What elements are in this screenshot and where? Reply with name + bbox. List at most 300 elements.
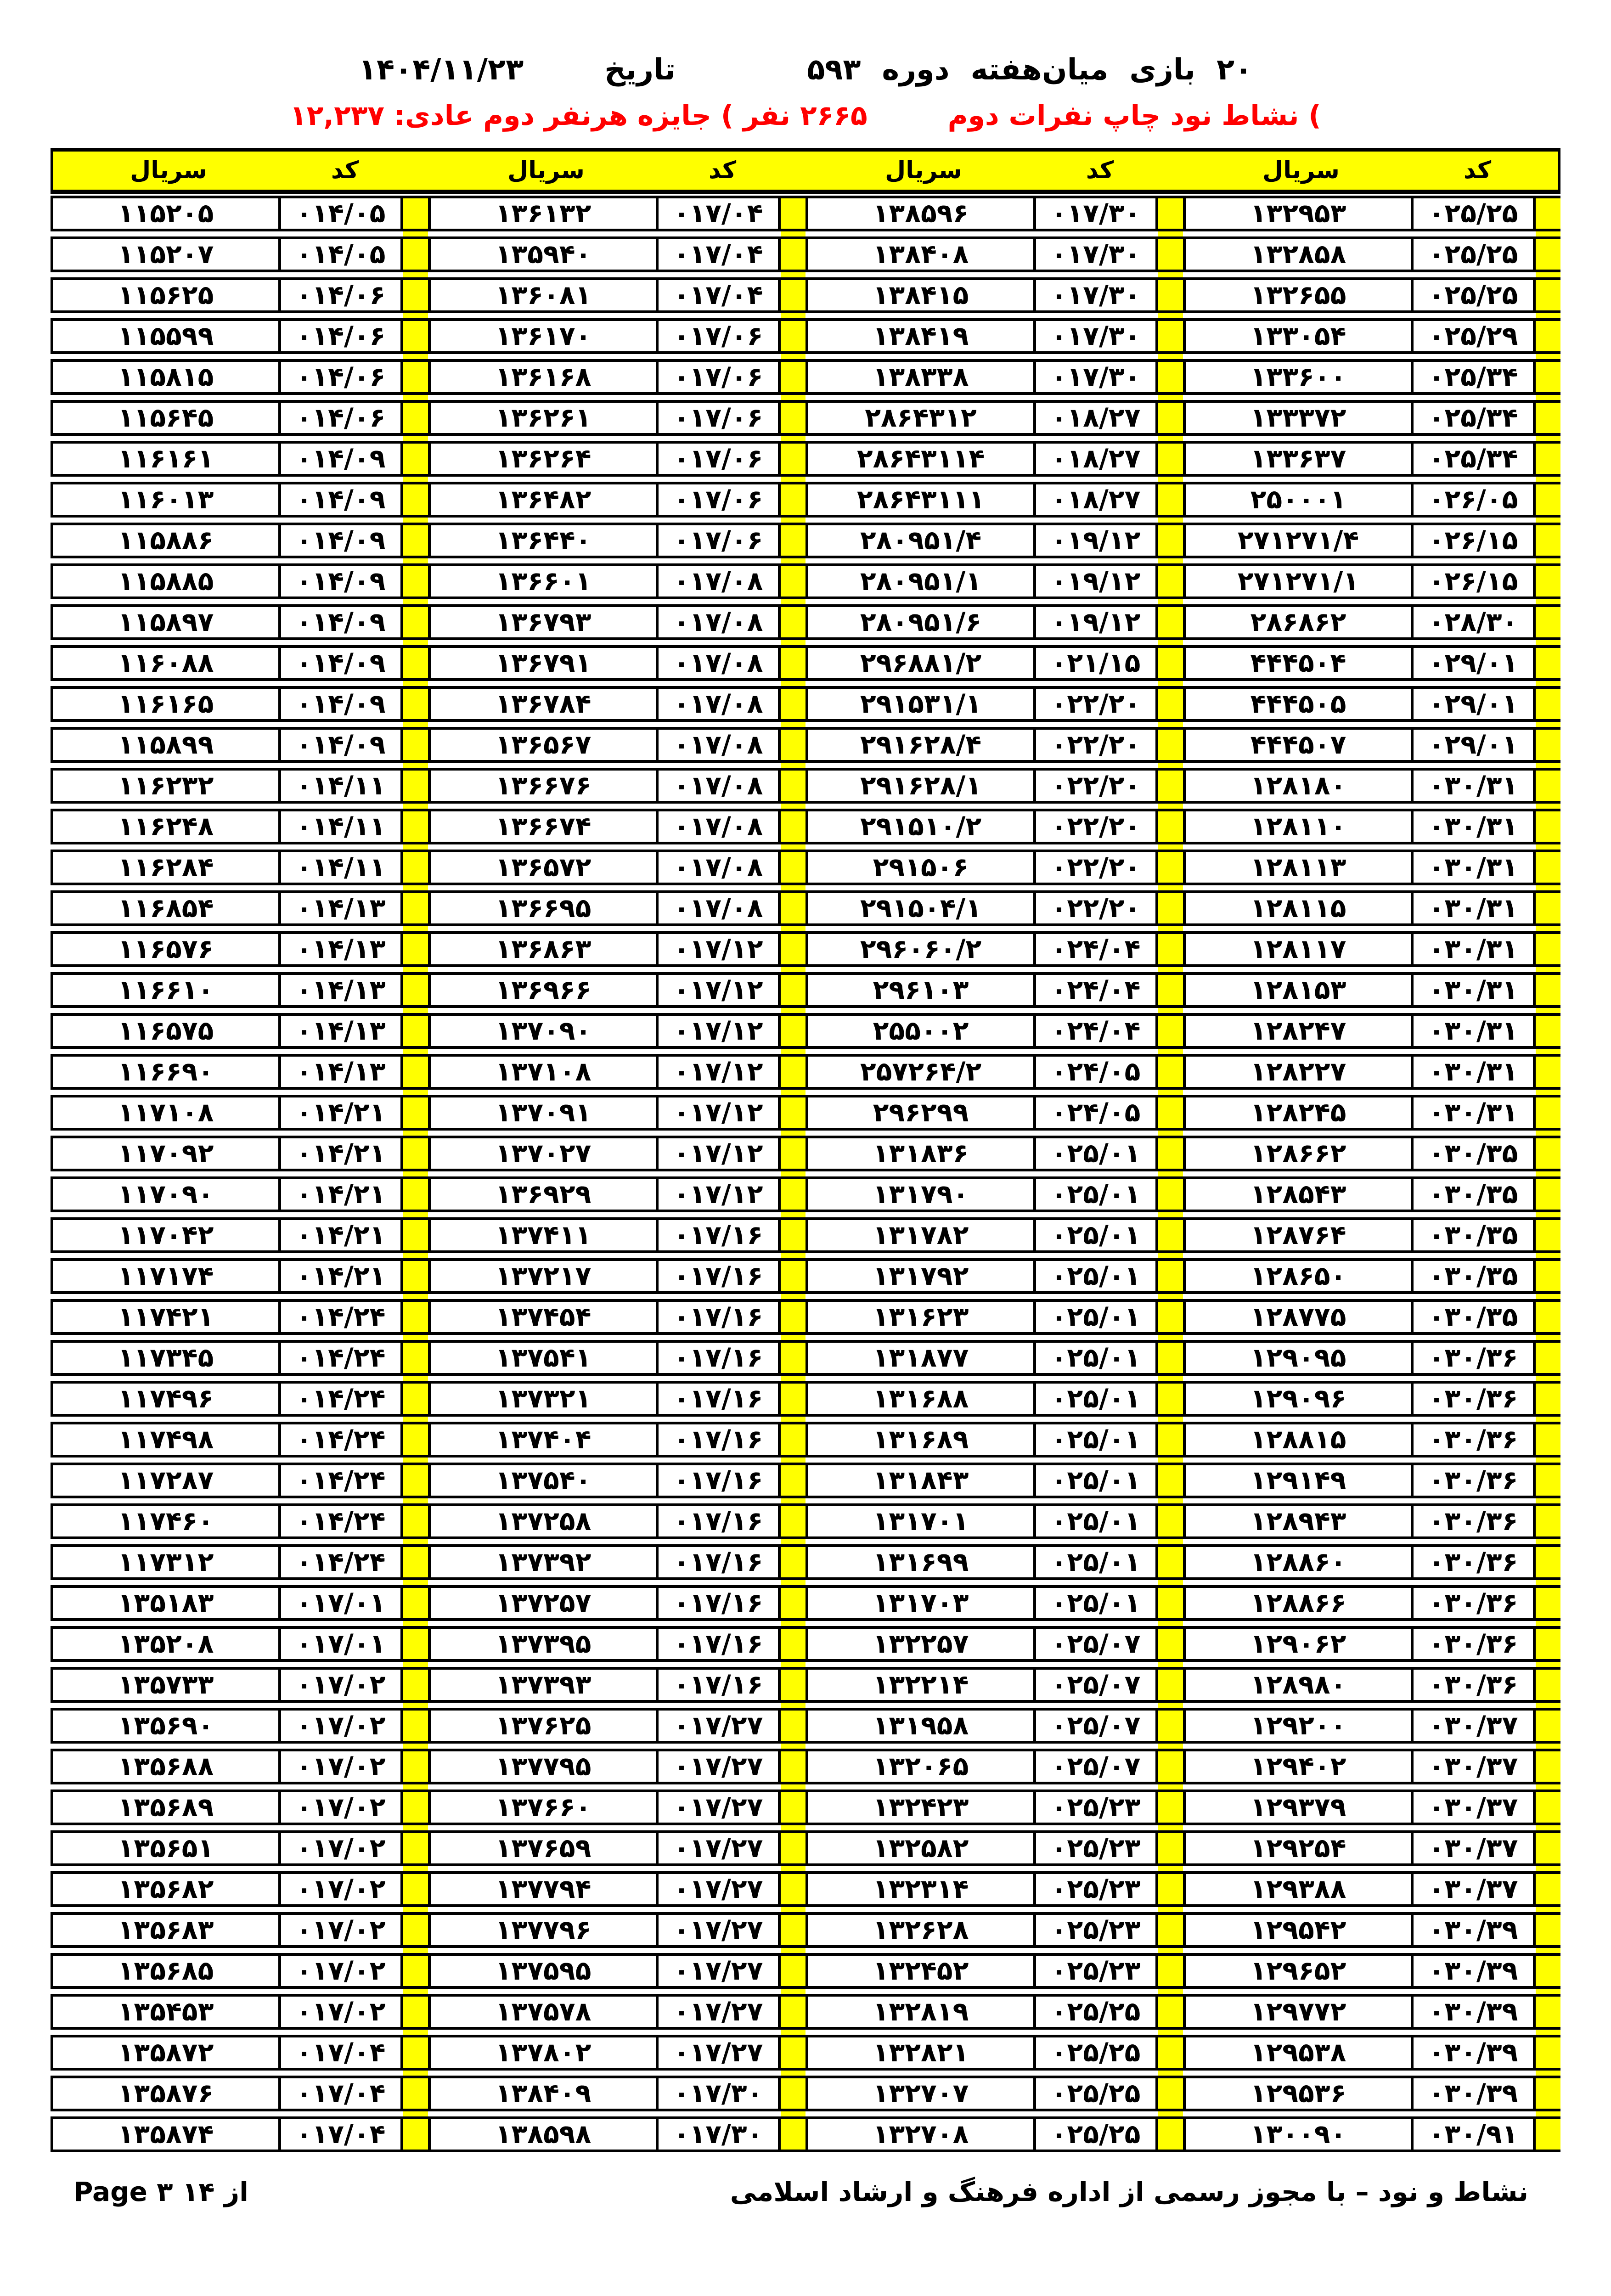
code-cell: ۰۱۷/۲۷ [659, 1830, 781, 1866]
serial-cell: ۲۸۰۹۵۱/۱ [806, 563, 1036, 599]
code-cell: ۰۲۹/۰۱ [1414, 686, 1536, 722]
code-cell: ۰۲۵/۲۳ [1036, 1953, 1158, 1989]
serial-cell: ۱۳۵۶۸۸ [51, 1749, 281, 1784]
serial-cell: ۱۳۷۵۴۱ [428, 1340, 659, 1376]
serial-cell: ۱۲۸۶۵۰ [1183, 1258, 1414, 1294]
title-date-label: تاریخ [604, 53, 676, 87]
serial-cell: ۱۱۷۳۴۵ [51, 1340, 281, 1376]
code-cell: ۰۱۴/۰۵ [281, 236, 403, 272]
page-title [0, 53, 1611, 87]
serial-cell: ۲۸۰۹۵۱/۴ [806, 523, 1036, 558]
license-note: نشاط و نود – با مجوز رسمی از اداره فرهنگ و ارشاد اسلامی [730, 2176, 1528, 2207]
code-cell: ۰۲۵/۲۳ [1036, 1912, 1158, 1948]
serial-cell: ۱۳۷۱۰۸ [428, 1054, 659, 1090]
group-separator-strip [1158, 196, 1183, 2152]
code-cell: ۰۱۷/۱۶ [659, 1544, 781, 1580]
code-cell: ۰۱۷/۰۶ [659, 400, 781, 436]
serial-cell: ۱۱۶۶۱۰ [51, 972, 281, 1008]
serial-cell: ۲۹۶۸۸۱/۲ [806, 645, 1036, 681]
serial-cell: ۲۹۱۵۰۴/۱ [806, 890, 1036, 926]
code-cell: ۰۲۵/۰۱ [1036, 1381, 1158, 1417]
serial-cell: ۱۳۶۵۶۷ [428, 727, 659, 763]
serial-cell: ۱۳۷۶۲۵ [428, 1708, 659, 1744]
serial-cell: ۱۱۷۰۴۲ [51, 1217, 281, 1253]
serial-cell: ۴۴۴۵۰۴ [1183, 645, 1414, 681]
code-cell: ۰۲۵/۰۱ [1036, 1585, 1158, 1621]
serial-cell: ۱۳۲۸۱۹ [806, 1994, 1036, 2030]
serial-cell: ۱۳۷۳۲۱ [428, 1381, 659, 1417]
serial-cell: ۱۲۸۲۴۵ [1183, 1095, 1414, 1131]
code-cell: ۰۱۴/۲۴ [281, 1422, 403, 1458]
serial-cell: ۱۳۷۴۵۴ [428, 1299, 659, 1335]
serial-cell: ۱۳۷۲۵۸ [428, 1503, 659, 1539]
code-cell: ۰۱۷/۰۶ [659, 523, 781, 558]
code-cell: ۰۲۵/۲۳ [1036, 1871, 1158, 1907]
serial-cell: ۱۳۷۵۹۵ [428, 1953, 659, 1989]
serial-cell: ۴۴۴۵۰۵ [1183, 686, 1414, 722]
code-cell: ۰۲۹/۰۱ [1414, 645, 1536, 681]
code-cell: ۰۳۰/۳۶ [1414, 1503, 1536, 1539]
serial-cell: ۲۸۶۴۳۱۲ [806, 400, 1036, 436]
code-cell: ۰۱۴/۰۶ [281, 318, 403, 354]
serial-cell: ۱۳۵۴۵۳ [51, 1994, 281, 2030]
code-cell: ۰۲۵/۲۵ [1036, 1994, 1158, 2030]
column-header-code: کد [708, 157, 737, 185]
serial-cell: ۱۳۶۹۶۶ [428, 972, 659, 1008]
code-cell: ۰۳۰/۳۱ [1414, 850, 1536, 885]
serial-cell: ۱۳۷۲۵۷ [428, 1585, 659, 1621]
code-cell: ۰۱۷/۰۶ [659, 482, 781, 518]
serial-cell: ۱۲۹۷۷۲ [1183, 1994, 1414, 2030]
subtitle-series-name: ) نشاط نود چاپ نفرات دوم [947, 99, 1321, 132]
serial-cell: ۲۹۱۵۰۶ [806, 850, 1036, 885]
code-cell: ۰۱۷/۲۷ [659, 2035, 781, 2071]
serial-cell: ۲۹۶۰۶۰/۲ [806, 931, 1036, 967]
serial-cell: ۱۲۹۵۳۸ [1183, 2035, 1414, 2071]
serial-cell: ۱۱۷۱۷۴ [51, 1258, 281, 1294]
code-cell: ۰۱۷/۱۶ [659, 1340, 781, 1376]
column-header-serial: سریال [1262, 157, 1340, 185]
serial-cell: ۱۲۹۲۰۰ [1183, 1708, 1414, 1744]
serial-cell: ۲۹۱۶۲۸/۱ [806, 768, 1036, 804]
code-cell: ۰۱۷/۱۶ [659, 1299, 781, 1335]
serial-cell: ۱۳۱۶۲۳ [806, 1299, 1036, 1335]
code-cell: ۰۱۴/۰۹ [281, 645, 403, 681]
code-cell: ۰۲۵/۲۳ [1036, 1830, 1158, 1866]
serial-cell: ۱۱۶۵۷۶ [51, 931, 281, 967]
code-cell: ۰۲۶/۱۵ [1414, 563, 1536, 599]
code-cell: ۰۱۷/۳۰ [659, 2076, 781, 2111]
code-cell: ۰۱۴/۲۴ [281, 1503, 403, 1539]
code-cell: ۰۱۷/۰۸ [659, 768, 781, 804]
code-cell: ۰۳۰/۹۱ [1414, 2116, 1536, 2152]
code-cell: ۰۲۱/۱۵ [1036, 645, 1158, 681]
serial-cell: ۱۱۶۰۸۸ [51, 645, 281, 681]
code-cell: ۰۲۹/۰۱ [1414, 727, 1536, 763]
code-cell: ۰۳۰/۳۹ [1414, 1953, 1536, 1989]
code-cell: ۰۳۰/۳۵ [1414, 1136, 1536, 1171]
serial-cell: ۱۱۶۲۳۲ [51, 768, 281, 804]
code-cell: ۰۱۷/۲۷ [659, 1912, 781, 1948]
code-cell: ۰۳۰/۳۷ [1414, 1830, 1536, 1866]
serial-cell: ۱۳۲۶۵۵ [1183, 277, 1414, 313]
code-cell: ۰۱۷/۱۶ [659, 1381, 781, 1417]
code-cell: ۰۱۷/۱۶ [659, 1626, 781, 1662]
serial-cell: ۱۳۲۴۲۳ [806, 1790, 1036, 1825]
title-date-value: ۱۴۰۴/۱۱/۲۳ [358, 53, 524, 87]
code-cell: ۰۱۷/۱۲ [659, 931, 781, 967]
serial-cell: ۱۳۱۸۷۷ [806, 1340, 1036, 1376]
serial-cell: ۱۲۸۸۶۰ [1183, 1544, 1414, 1580]
serial-cell: ۱۳۱۷۹۰ [806, 1176, 1036, 1212]
serial-cell: ۱۱۵۵۹۹ [51, 318, 281, 354]
code-cell: ۰۱۹/۱۲ [1036, 563, 1158, 599]
code-cell: ۰۱۴/۲۱ [281, 1095, 403, 1131]
column-header-code: کد [331, 157, 359, 185]
code-cell: ۰۲۶/۰۵ [1414, 482, 1536, 518]
code-cell: ۰۲۵/۰۷ [1036, 1708, 1158, 1744]
group-separator-strip [403, 196, 428, 2152]
serial-cell: ۱۳۲۷۰۷ [806, 2076, 1036, 2111]
code-cell: ۰۱۴/۱۱ [281, 850, 403, 885]
code-cell: ۰۱۷/۳۰ [1036, 236, 1158, 272]
serial-cell: ۱۱۵۸۸۶ [51, 523, 281, 558]
code-cell: ۰۱۴/۲۱ [281, 1176, 403, 1212]
title-period-number: ۵۹۳ [807, 53, 861, 87]
code-cell: ۰۲۴/۰۴ [1036, 972, 1158, 1008]
serial-cell: ۱۲۸۱۱۷ [1183, 931, 1414, 967]
serial-cell: ۱۳۷۰۹۰ [428, 1013, 659, 1049]
code-cell: ۰۱۴/۰۹ [281, 727, 403, 763]
code-cell: ۰۱۷/۲۷ [659, 1994, 781, 2030]
serial-cell: ۱۳۸۵۹۶ [806, 196, 1036, 231]
code-cell: ۰۳۰/۳۶ [1414, 1544, 1536, 1580]
serial-cell: ۱۳۸۳۳۸ [806, 359, 1036, 395]
serial-cell: ۱۳۵۲۰۸ [51, 1626, 281, 1662]
serial-cell: ۱۳۷۳۹۵ [428, 1626, 659, 1662]
serial-cell: ۱۳۵۶۸۹ [51, 1790, 281, 1825]
serial-cell: ۱۳۱۷۸۲ [806, 1217, 1036, 1253]
code-cell: ۰۱۷/۱۶ [659, 1503, 781, 1539]
serial-cell: ۱۲۸۷۷۵ [1183, 1299, 1414, 1335]
serial-cell: ۱۳۳۶۳۷ [1183, 441, 1414, 477]
code-cell: ۰۳۰/۳۱ [1414, 972, 1536, 1008]
serial-cell: ۱۳۲۰۶۵ [806, 1749, 1036, 1784]
serial-cell: ۱۳۳۳۷۲ [1183, 400, 1414, 436]
code-cell: ۰۱۴/۲۱ [281, 1258, 403, 1294]
code-cell: ۰۲۸/۳۰ [1414, 604, 1536, 640]
serial-cell: ۱۳۲۲۵۷ [806, 1626, 1036, 1662]
serial-cell: ۲۵۷۲۶۴/۲ [806, 1054, 1036, 1090]
serial-cell: ۱۳۷۸۰۲ [428, 2035, 659, 2071]
serial-cell: ۱۳۷۵۷۸ [428, 1994, 659, 2030]
serial-cell: ۲۸۶۸۶۲ [1183, 604, 1414, 640]
code-cell: ۰۲۵/۲۵ [1036, 2076, 1158, 2111]
serial-cell: ۱۳۵۷۳۳ [51, 1667, 281, 1703]
serial-cell: ۱۱۷۴۲۱ [51, 1299, 281, 1335]
serial-cell: ۱۲۸۱۱۰ [1183, 809, 1414, 844]
code-cell: ۰۱۷/۰۲ [281, 1953, 403, 1989]
code-cell: ۰۳۰/۳۱ [1414, 809, 1536, 844]
code-cell: ۰۳۰/۳۶ [1414, 1340, 1536, 1376]
code-cell: ۰۱۸/۲۷ [1036, 482, 1158, 518]
code-cell: ۰۱۷/۰۴ [281, 2035, 403, 2071]
code-cell: ۰۱۴/۱۳ [281, 1054, 403, 1090]
code-cell: ۰۱۴/۰۵ [281, 196, 403, 231]
serial-cell: ۲۵۰۰۰۱ [1183, 482, 1414, 518]
code-cell: ۰۱۴/۲۴ [281, 1299, 403, 1335]
code-cell: ۰۱۴/۲۱ [281, 1217, 403, 1253]
serial-cell: ۱۳۳۶۰۰ [1183, 359, 1414, 395]
serial-cell: ۱۲۹۴۰۲ [1183, 1749, 1414, 1784]
serial-cell: ۱۳۶۷۸۴ [428, 686, 659, 722]
serial-cell: ۱۳۵۶۸۵ [51, 1953, 281, 1989]
code-cell: ۰۲۵/۲۳ [1036, 1790, 1158, 1825]
serial-cell: ۱۳۸۴۱۵ [806, 277, 1036, 313]
code-cell: ۰۱۷/۱۲ [659, 1013, 781, 1049]
code-cell: ۰۳۰/۳۶ [1414, 1381, 1536, 1417]
code-cell: ۰۲۵/۰۱ [1036, 1136, 1158, 1171]
code-cell: ۰۲۵/۰۱ [1036, 1422, 1158, 1458]
code-cell: ۰۳۰/۳۷ [1414, 1871, 1536, 1907]
serial-cell: ۱۳۶۲۶۴ [428, 441, 659, 477]
serial-cell: ۱۳۱۶۸۸ [806, 1381, 1036, 1417]
code-cell: ۰۳۰/۳۶ [1414, 1626, 1536, 1662]
code-cell: ۰۲۵/۰۱ [1036, 1176, 1158, 1212]
title-period-label: دوره [882, 53, 950, 87]
code-cell: ۰۱۷/۰۱ [281, 1585, 403, 1621]
code-cell: ۰۱۷/۱۶ [659, 1217, 781, 1253]
serial-cell: ۱۱۷۲۸۷ [51, 1463, 281, 1498]
serial-cell: ۱۳۱۷۰۱ [806, 1503, 1036, 1539]
serial-cell: ۱۱۵۸۱۵ [51, 359, 281, 395]
code-cell: ۰۱۴/۱۳ [281, 890, 403, 926]
code-cell: ۰۱۷/۱۲ [659, 1136, 781, 1171]
serial-cell: ۱۳۶۱۷۰ [428, 318, 659, 354]
code-cell: ۰۲۵/۳۴ [1414, 400, 1536, 436]
serial-cell: ۱۱۵۶۴۵ [51, 400, 281, 436]
serial-cell: ۱۳۵۶۹۰ [51, 1708, 281, 1744]
serial-cell: ۲۹۶۲۹۹ [806, 1095, 1036, 1131]
code-cell: ۰۱۴/۰۹ [281, 441, 403, 477]
serial-cell: ۱۱۷۴۹۸ [51, 1422, 281, 1458]
serial-cell: ۱۳۷۳۹۳ [428, 1667, 659, 1703]
code-cell: ۰۱۷/۱۶ [659, 1422, 781, 1458]
code-cell: ۰۱۷/۳۰ [1036, 318, 1158, 354]
serial-cell: ۱۳۵۹۴۰ [428, 236, 659, 272]
page-number: Page ۳ از ۱۴ [73, 2176, 249, 2207]
code-cell: ۰۳۰/۳۱ [1414, 890, 1536, 926]
code-cell: ۰۲۲/۲۰ [1036, 890, 1158, 926]
serial-cell: ۱۲۹۰۹۶ [1183, 1381, 1414, 1417]
serial-cell: ۱۳۷۷۹۴ [428, 1871, 659, 1907]
code-cell: ۰۳۰/۳۷ [1414, 1790, 1536, 1825]
serial-cell: ۲۸۶۴۳۱۱۴ [806, 441, 1036, 477]
code-cell: ۰۱۴/۰۹ [281, 604, 403, 640]
column-header-serial: سریال [507, 157, 585, 185]
serial-cell: ۲۹۱۵۳۱/۱ [806, 686, 1036, 722]
code-cell: ۰۲۴/۰۵ [1036, 1095, 1158, 1131]
serial-cell: ۱۱۶۸۵۴ [51, 890, 281, 926]
serial-cell: ۱۱۶۶۹۰ [51, 1054, 281, 1090]
serial-cell: ۱۲۹۰۹۵ [1183, 1340, 1414, 1376]
serial-cell: ۱۳۲۶۲۸ [806, 1912, 1036, 1948]
serial-cell: ۱۱۵۲۰۵ [51, 196, 281, 231]
serial-cell: ۱۳۶۶۷۶ [428, 768, 659, 804]
serial-cell: ۱۳۲۴۵۲ [806, 1953, 1036, 1989]
serial-cell: ۱۱۷۴۶۰ [51, 1503, 281, 1539]
column-header-serial: سریال [885, 157, 962, 185]
serial-cell: ۱۲۹۱۴۹ [1183, 1463, 1414, 1498]
code-cell: ۰۱۷/۰۱ [281, 1626, 403, 1662]
code-cell: ۰۱۴/۱۳ [281, 972, 403, 1008]
serial-cell: ۱۲۹۶۵۲ [1183, 1953, 1414, 1989]
serial-cell: ۱۲۸۶۶۲ [1183, 1136, 1414, 1171]
code-cell: ۰۲۵/۰۱ [1036, 1217, 1158, 1253]
code-cell: ۰۱۷/۰۴ [659, 196, 781, 231]
serial-cell: ۱۳۸۴۰۹ [428, 2076, 659, 2111]
title-week-label: میان‌هفته [970, 53, 1109, 87]
serial-cell: ۱۳۵۸۷۴ [51, 2116, 281, 2152]
serial-cell: ۱۲۹۳۷۹ [1183, 1790, 1414, 1825]
serial-cell: ۱۳۵۶۵۱ [51, 1830, 281, 1866]
serial-cell: ۱۱۵۸۹۷ [51, 604, 281, 640]
serial-cell: ۱۳۶۷۹۳ [428, 604, 659, 640]
code-cell: ۰۲۴/۰۴ [1036, 931, 1158, 967]
serial-cell: ۱۱۶۰۱۳ [51, 482, 281, 518]
serial-cell: ۱۳۸۵۹۸ [428, 2116, 659, 2152]
serial-cell: ۱۳۰۰۹۰ [1183, 2116, 1414, 2152]
code-cell: ۰۱۷/۲۷ [659, 1790, 781, 1825]
code-cell: ۰۲۵/۰۷ [1036, 1667, 1158, 1703]
serial-cell: ۴۴۴۵۰۷ [1183, 727, 1414, 763]
code-cell: ۰۳۰/۳۱ [1414, 931, 1536, 967]
serial-cell: ۱۳۵۸۷۶ [51, 2076, 281, 2111]
code-cell: ۰۱۴/۰۹ [281, 523, 403, 558]
code-cell: ۰۳۰/۳۶ [1414, 1585, 1536, 1621]
code-cell: ۰۲۵/۰۱ [1036, 1544, 1158, 1580]
serial-cell: ۱۱۷۰۹۲ [51, 1136, 281, 1171]
serial-cell: ۱۳۵۱۸۳ [51, 1585, 281, 1621]
serial-cell: ۱۱۵۸۹۹ [51, 727, 281, 763]
code-cell: ۰۲۵/۰۱ [1036, 1299, 1158, 1335]
serial-cell: ۱۳۶۱۳۲ [428, 196, 659, 231]
table-body [51, 196, 1560, 2152]
code-cell: ۰۱۷/۱۲ [659, 972, 781, 1008]
serial-cell: ۱۳۶۱۶۸ [428, 359, 659, 395]
code-cell: ۰۳۰/۳۵ [1414, 1176, 1536, 1212]
code-cell: ۰۱۴/۰۹ [281, 563, 403, 599]
serial-cell: ۱۳۱۸۳۶ [806, 1136, 1036, 1171]
code-cell: ۰۱۷/۱۶ [659, 1258, 781, 1294]
serial-cell: ۱۳۶۶۷۴ [428, 809, 659, 844]
code-cell: ۰۱۷/۰۲ [281, 1790, 403, 1825]
code-cell: ۰۱۷/۰۸ [659, 850, 781, 885]
code-cell: ۰۲۶/۱۵ [1414, 523, 1536, 558]
code-cell: ۰۱۷/۰۲ [281, 1708, 403, 1744]
serial-cell: ۱۳۶۵۷۲ [428, 850, 659, 885]
serial-cell: ۱۳۳۰۵۴ [1183, 318, 1414, 354]
code-cell: ۰۲۲/۲۰ [1036, 850, 1158, 885]
code-cell: ۰۱۷/۱۶ [659, 1463, 781, 1498]
serial-cell: ۱۱۵۸۸۵ [51, 563, 281, 599]
serial-cell: ۱۳۷۴۱۱ [428, 1217, 659, 1253]
column-header-code: کد [1463, 157, 1492, 185]
code-cell: ۰۱۷/۱۶ [659, 1585, 781, 1621]
code-cell: ۰۲۲/۲۰ [1036, 686, 1158, 722]
serial-cell: ۲۷۱۲۷۱/۴ [1183, 523, 1414, 558]
code-cell: ۰۱۷/۰۶ [659, 441, 781, 477]
serial-cell: ۲۹۶۱۰۳ [806, 972, 1036, 1008]
serial-cell: ۱۱۶۲۸۴ [51, 850, 281, 885]
code-cell: ۰۱۷/۰۶ [659, 359, 781, 395]
serial-cell: ۱۱۶۱۶۱ [51, 441, 281, 477]
serial-cell: ۱۳۱۷۰۳ [806, 1585, 1036, 1621]
code-cell: ۰۳۰/۳۵ [1414, 1258, 1536, 1294]
serial-cell: ۱۳۵۸۷۲ [51, 2035, 281, 2071]
serial-cell: ۱۱۵۲۰۷ [51, 236, 281, 272]
serial-cell: ۱۳۷۶۶۰ [428, 1790, 659, 1825]
serial-cell: ۱۳۶۷۹۱ [428, 645, 659, 681]
serial-cell: ۱۳۷۷۹۵ [428, 1749, 659, 1784]
code-cell: ۰۱۷/۰۲ [281, 1830, 403, 1866]
serial-cell: ۱۳۶۲۶۱ [428, 400, 659, 436]
serial-cell: ۱۳۶۸۶۳ [428, 931, 659, 967]
serial-cell: ۱۲۸۲۴۷ [1183, 1013, 1414, 1049]
serial-cell: ۱۳۷۴۰۴ [428, 1422, 659, 1458]
code-cell: ۰۱۹/۱۲ [1036, 604, 1158, 640]
serial-cell: ۱۱۷۳۱۲ [51, 1544, 281, 1580]
code-cell: ۰۳۰/۳۶ [1414, 1463, 1536, 1498]
code-cell: ۰۱۷/۰۸ [659, 890, 781, 926]
serial-cell: ۱۱۷۴۹۶ [51, 1381, 281, 1417]
code-cell: ۰۱۷/۰۶ [659, 318, 781, 354]
serial-cell: ۱۳۲۸۲۱ [806, 2035, 1036, 2071]
serial-cell: ۱۱۷۰۹۰ [51, 1176, 281, 1212]
code-cell: ۰۲۵/۲۹ [1414, 318, 1536, 354]
code-cell: ۰۳۰/۳۷ [1414, 1708, 1536, 1744]
serial-cell: ۱۲۸۱۱۵ [1183, 890, 1414, 926]
code-cell: ۰۱۷/۰۲ [281, 1749, 403, 1784]
code-cell: ۰۱۴/۲۴ [281, 1340, 403, 1376]
code-cell: ۰۱۷/۱۲ [659, 1054, 781, 1090]
serial-cell: ۱۱۵۶۲۵ [51, 277, 281, 313]
code-cell: ۰۱۴/۲۱ [281, 1136, 403, 1171]
serial-cell: ۱۳۷۰۹۱ [428, 1095, 659, 1131]
code-cell: ۰۲۵/۰۷ [1036, 1749, 1158, 1784]
serial-cell: ۱۱۶۱۶۵ [51, 686, 281, 722]
serial-cell: ۱۳۷۲۱۷ [428, 1258, 659, 1294]
code-cell: ۰۲۲/۲۰ [1036, 809, 1158, 844]
serial-cell: ۱۳۶۹۲۹ [428, 1176, 659, 1212]
code-cell: ۰۳۰/۳۹ [1414, 2035, 1536, 2071]
code-cell: ۰۳۰/۳۵ [1414, 1299, 1536, 1335]
serial-cell: ۱۲۸۱۸۰ [1183, 768, 1414, 804]
serial-cell: ۱۱۷۱۰۸ [51, 1095, 281, 1131]
code-cell: ۰۱۷/۰۸ [659, 645, 781, 681]
serial-cell: ۱۳۱۸۴۳ [806, 1463, 1036, 1498]
code-cell: ۰۳۰/۳۷ [1414, 1749, 1536, 1784]
table-header-row [51, 148, 1560, 194]
serial-cell: ۲۸۰۹۵۱/۶ [806, 604, 1036, 640]
serial-cell: ۱۲۹۳۸۸ [1183, 1871, 1414, 1907]
page-footer [0, 2176, 1611, 2208]
code-cell: ۰۲۵/۲۵ [1036, 2035, 1158, 2071]
code-cell: ۰۳۰/۳۹ [1414, 2076, 1536, 2111]
serial-cell: ۱۳۶۶۰۱ [428, 563, 659, 599]
serial-cell: ۱۳۶۴۴۰ [428, 523, 659, 558]
code-cell: ۰۲۵/۲۵ [1414, 236, 1536, 272]
